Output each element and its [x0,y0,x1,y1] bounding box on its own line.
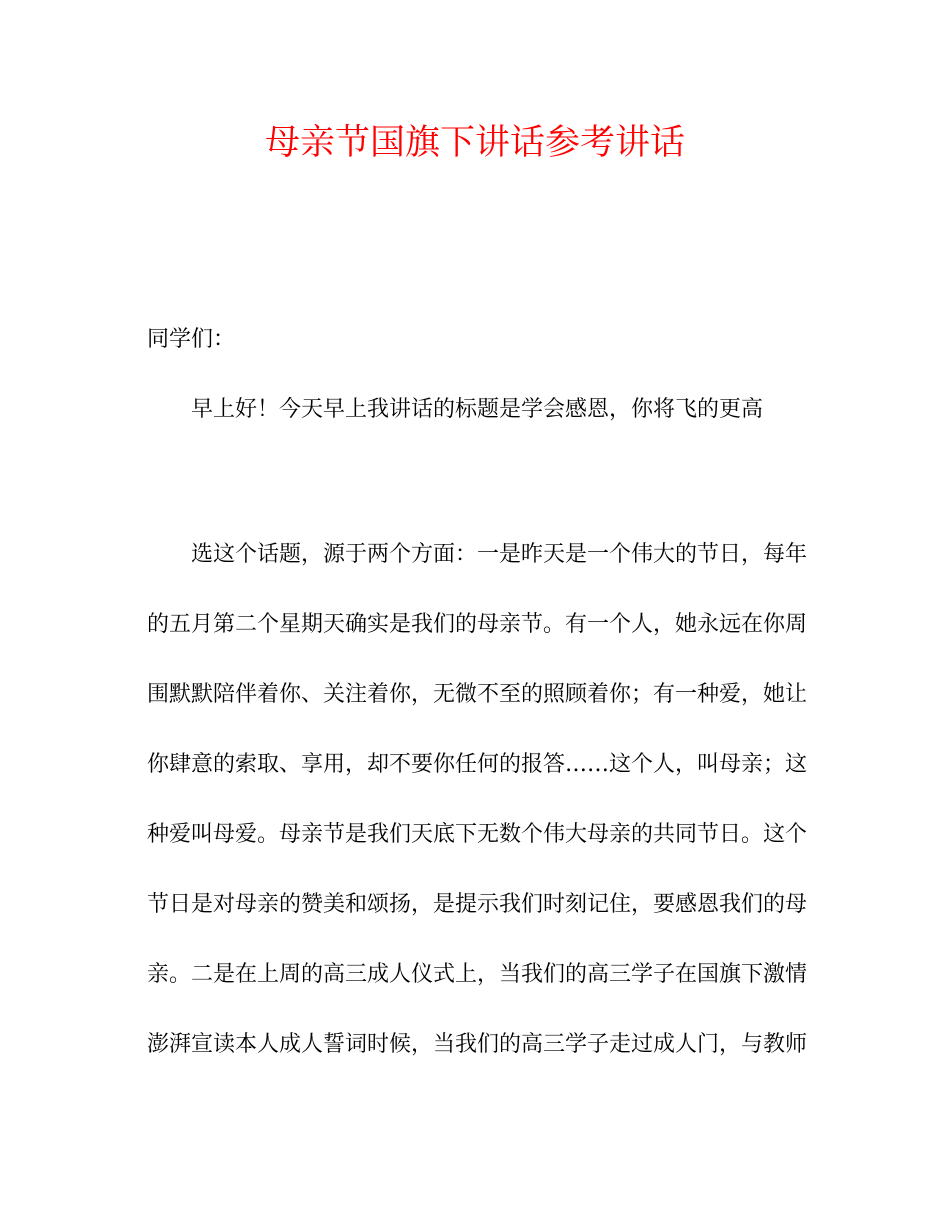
greeting-paragraph: 早上好！今天早上我讲话的标题是学会感恩，你将飞的更高 [191,397,764,422]
body-line: 种爱叫母爱。母亲节是我们天底下无数个伟大母亲的共同节日。这个 [147,822,808,847]
body-line: 节日是对母亲的赞美和颂扬，是提示我们时刻记住，要感恩我们的母 [147,892,808,917]
body-line: 的五月第二个星期天确实是我们的母亲节。有一个人，她永远在你周 [147,612,808,637]
document-title: 母亲节国旗下讲话参考讲话 [264,123,685,163]
body-paragraph [147,536,808,1096]
salutation: 同学们： [147,327,236,352]
body-line: 围默默陪伴着你、关注着你，无微不至的照顾着你；有一种爱，她让 [147,682,808,707]
body-line: 选这个话题，源于两个方面：一是昨天是一个伟大的节日，每年 [191,542,808,567]
body-line: 澎湃宣读本人成人誓词时候，当我们的高三学子走过成人门，与教师 [147,1032,808,1057]
body-line: 你肆意的索取、享用，却不要你任何的报答……这个人，叫母亲；这 [147,752,808,777]
body-line: 亲。二是在上周的高三成人仪式上，当我们的高三学子在国旗下激情 [147,962,808,987]
